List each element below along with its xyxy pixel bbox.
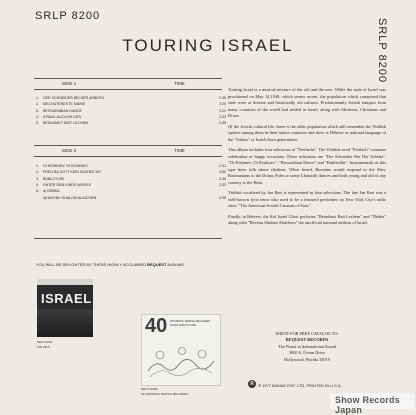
side1-top-rule [34,78,222,79]
track-title: FREG BA GOTT KEIN KASHES NIT [43,170,102,175]
track-title: A RAAL-AGOLOH LIED [43,114,82,119]
track-number: 4. [36,182,39,187]
track-number: 4. [36,114,39,119]
track-title: a) DEBKA [43,189,60,194]
track-title: MECHUTENESTE MAINE [43,102,86,107]
side1-track-row [36,96,226,100]
track-time: 2:05 [219,195,226,200]
side1-track-row [36,121,226,125]
promo-brand: REQUEST [147,262,167,267]
track-number: 2. [36,170,39,175]
liner-notes-paragraph: This album includes four selections of "Freilachs". The Yiddish word "Freilach" connotes celebration or happy occasions. These selections are "Der Schneider Bei Der Arbeita", "Oi Kishinev, Oi Kishinev", "Bessarabian Dance" and "Bublitchki". Instrumentals of this type have folk dance rhythms. When heard, Russians would respond to the Sher, Roumanians to the Doina, Poles to some Chassidic dances and both young and old of any country to the Hora. [228,147,386,185]
album2-caption-2: 40 FAVORITE JEWISH MELODIES [141,392,189,396]
side2-bottom-rule [34,156,222,157]
catalog-request-address [232,331,382,363]
track-time: 3:50 [219,170,226,175]
track-time: 2:20 [219,102,226,107]
write-line-2: REQUEST RECORDS [285,337,329,343]
label-logo-icon: R [248,380,256,388]
album-cover-40-melodies [141,314,221,386]
album2-illustration [146,341,216,381]
side2-track-row [36,189,226,193]
track-time: 2:39 [219,96,226,100]
track-number: 5. [36,189,39,194]
track-title: BUBLITCHKI [43,176,65,181]
album2-caption-1: SRLP 10053 [141,387,158,391]
track-title: UNTER DEM KINDS WIGELE [43,182,92,187]
side2-track-row [36,164,226,168]
track-time: 2:31 [219,164,226,168]
promo-text-before: YOU WILL BE DELIGHTED BY THESE HIGHLY ACCLAIMED [36,262,147,267]
liner-notes [228,87,386,231]
side2-track-row [36,177,226,181]
album-cover-israel-photo [37,309,93,337]
album1-caption-1: SRLP 8240 [37,340,53,344]
album1-caption-2: ISR 8415 [37,345,50,349]
tracklist-end-rule [34,238,222,239]
promo-line [36,262,184,267]
side2-track-row [36,196,226,200]
liner-notes-paragraph: Touring Israel is a musical mixture of the old and the new. While the state of Israel was proclaimed on May 14,1948, which seems recent, the population which composed that state were of diverse and historically old cultures. Predominantly Jewish emigres from many countries of the world had settled in Israel, along with Moslems, Christians and Druze. [228,87,386,119]
track-number: 5. [36,121,39,126]
side2-top-rule [34,145,222,146]
catalog-number-vertical-text: SRLP 8200 [376,18,388,84]
album-cover-israel [37,279,93,337]
album-title: TOURING ISRAEL [122,36,294,55]
track-time: 2:33 [219,182,226,187]
track-time: 2:35 [219,121,226,126]
write-line-4: 3800 S. Ocean Drive [288,350,326,356]
side1-bottom-rule [34,89,222,90]
side1-track-row [36,109,226,113]
promo-text-after: ALBUMS [167,262,184,267]
track-number: 2. [36,102,39,107]
catalog-number-top: SRLP 8200 [35,10,101,22]
watermark-text: Show Records Japan [335,395,400,415]
side1-label: SIDE 1 [62,81,77,86]
copyright-line: ℗ 1977 ADMAE ENT. LTD. PRINTED IN U.S.A. [258,383,342,388]
track-number: 3. [36,176,39,181]
track-time: 2:33 [219,114,226,119]
track-time: 2:45 [219,176,226,181]
track-number: 3. [36,108,39,113]
track-title: OI KISHINEV, OI KISHINEV [43,164,88,168]
write-line-3: The Finest in International Sound [278,343,336,349]
side1-track-row [36,102,226,106]
track-title: BESSARABIAN DANCE [43,108,82,113]
side2-time-label: TIME [174,148,185,153]
liner-notes-paragraph: Finally, in Hebrew, the Kol Israel Choir performs "Besadmot Bait Lechem" and "Debka" along with "Hevenu Shalom Alaichem" the unofficial national anthem of Israel. [228,213,386,226]
album2-subtitle: FAVORITE JEWISH MELODIES SUNG AND PLAYED [170,319,211,327]
track-time: 2:21 [219,108,226,113]
side2-track-row [36,183,226,187]
write-line-5: Hollywood, Florida 33019 [284,356,330,362]
side2-label: SIDE 2 [62,148,77,153]
album2-number: 40 [145,315,168,337]
album-cover-israel-title: ISRAEL [41,291,92,306]
track-number: 1. [36,164,39,168]
track-title: BESADMOT BAIT LECHEM [43,121,88,126]
liner-notes-paragraph: Yiddish vocalized by Jan Bart is represented in four selections. The late Jan Bart was a well-known lyric tenor who used to be a featured performer on New York City's radio show "The American-Jewish Caravan of Stars". [228,190,386,209]
track-number: 1. [36,96,39,100]
side1-time-label: TIME [174,81,185,86]
side1-track-row [36,115,226,119]
track-title: b)HAVENU SHALOM ALAICHEM [43,195,97,200]
liner-notes-paragraph: Of the Jewish cultural life, there is the older population which still remember the Yiddish spoken among them in their native countries and there is Hebrew or national language of the "Sabras" or Israeli born generations. [228,123,386,142]
track-title: DER SCHNEIDER BEI DER ARBEITA [43,96,105,100]
write-line-1: WRITE FOR FREE CATALOG TO: [275,331,339,336]
watermark [330,393,414,415]
side2-track-row [36,170,226,174]
